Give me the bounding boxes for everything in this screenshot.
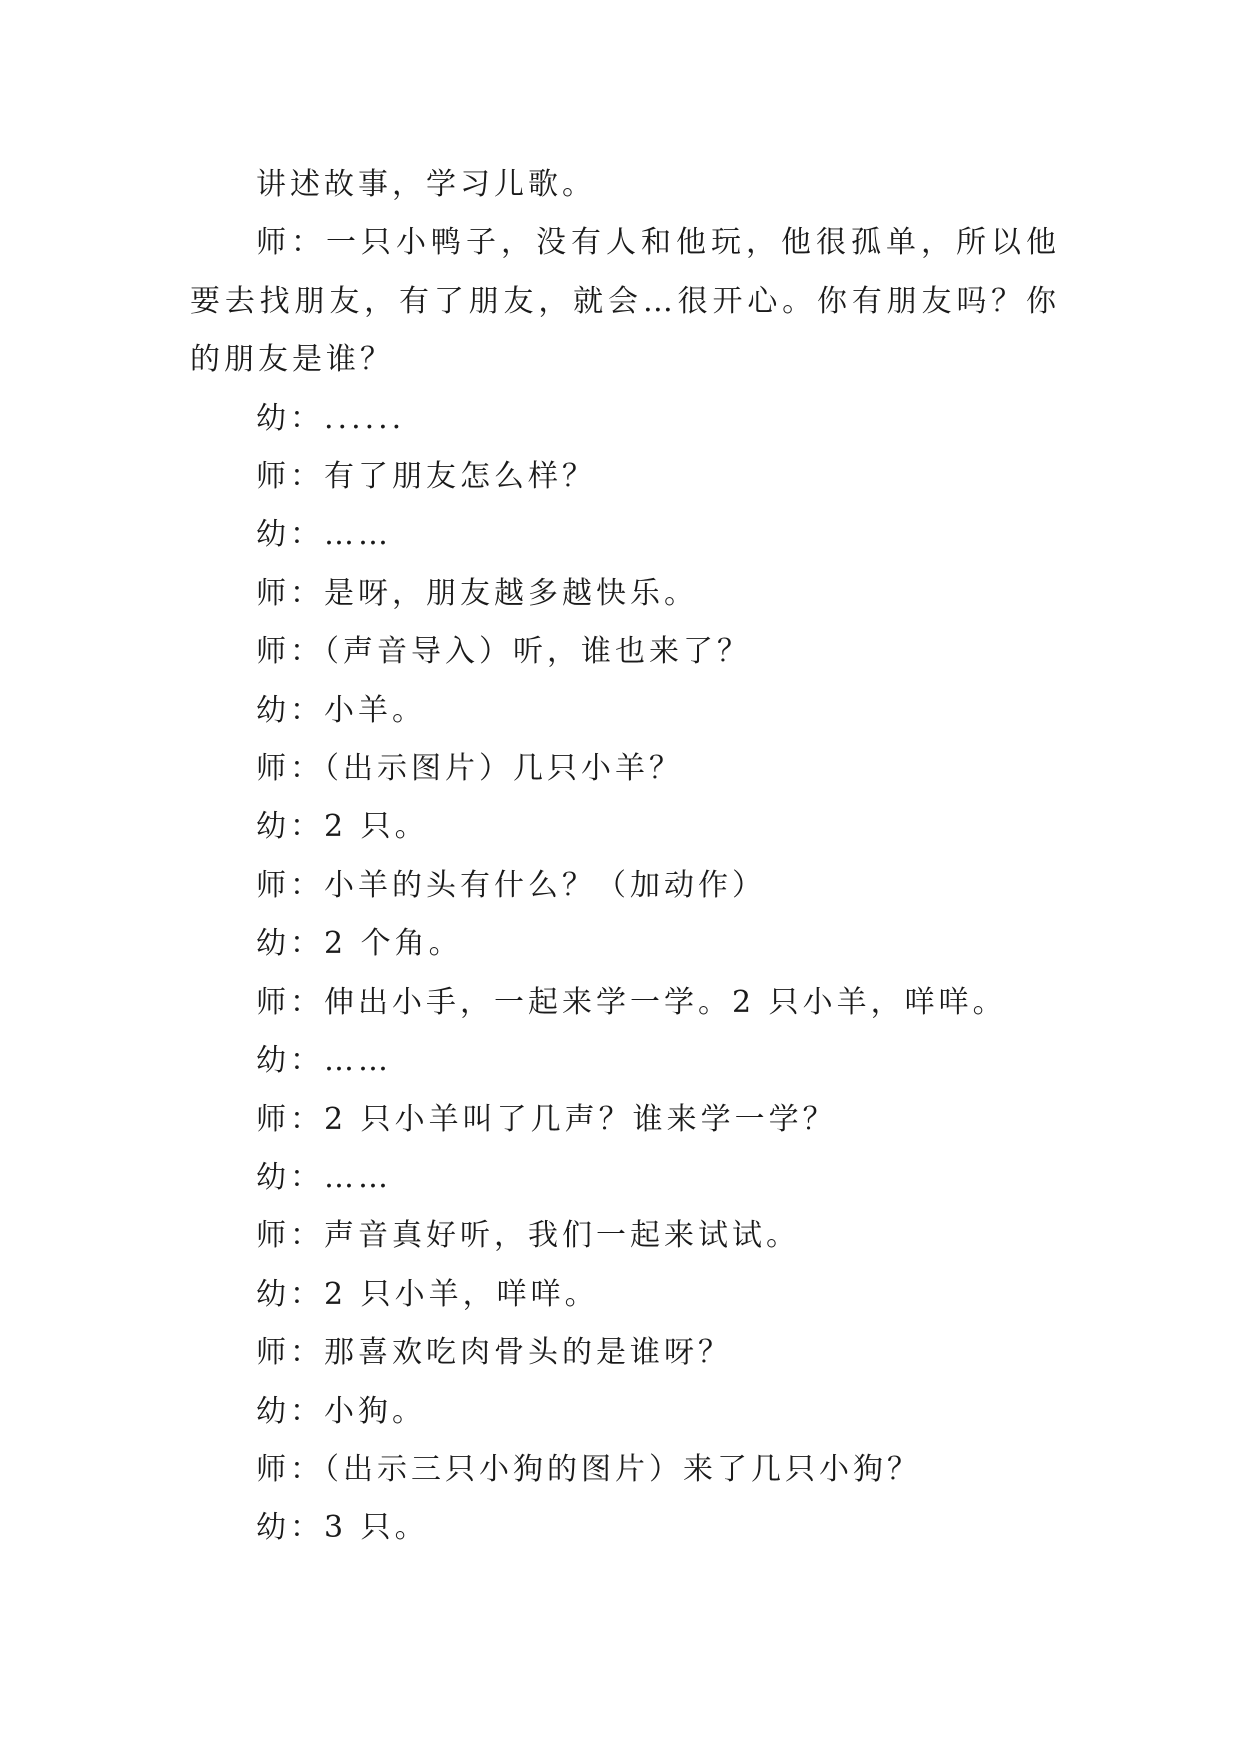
paragraph: 师：有了朋友怎么样？ [256,459,596,495]
paragraph: 幼：2 只小羊，咩咩。 [256,1276,599,1312]
paragraph: 幼：2 个角。 [256,926,463,962]
paragraph: 幼：小狗。 [256,1393,426,1429]
document-body [190,156,1060,1558]
paragraph: 师：2 只小羊叫了几声？谁来学一学？ [256,1101,837,1137]
paragraph: 师：（出示图片）几只小羊？ [256,751,683,787]
paragraph: 幼：2 只。 [256,809,429,845]
paragraph: 幼：…… [256,517,392,553]
paragraph: 幼：…… [256,1043,392,1079]
paragraph: 幼：3 只。 [256,1510,429,1546]
paragraph: 师：一只小鸭子，没有人和他玩，他很孤单，所以他要去找朋友，有了朋友，就会…很开心。你有朋友吗？你的朋友是谁？ [190,225,1060,378]
paragraph: 师：是呀，朋友越多越快乐。 [256,575,698,611]
paragraph: 幼：...... [256,400,406,436]
paragraph: 幼：…… [256,1159,392,1195]
paragraph: 幼：小羊。 [256,692,426,728]
paragraph: 师：伸出小手，一起来学一学。2 只小羊，咩咩。 [256,984,1007,1020]
paragraph: 师：（出示三只小狗的图片）来了几只小狗？ [256,1451,921,1487]
paragraph: 讲述故事，学习儿歌。 [256,167,596,202]
paragraph: 师：（声音导入）听，谁也来了？ [256,634,751,670]
paragraph: 师：那喜欢吃肉骨头的是谁呀？ [256,1335,732,1371]
paragraph: 师：声音真好听，我们一起来试试。 [256,1218,800,1254]
paragraph: 师：小羊的头有什么？（加动作） [256,867,766,903]
